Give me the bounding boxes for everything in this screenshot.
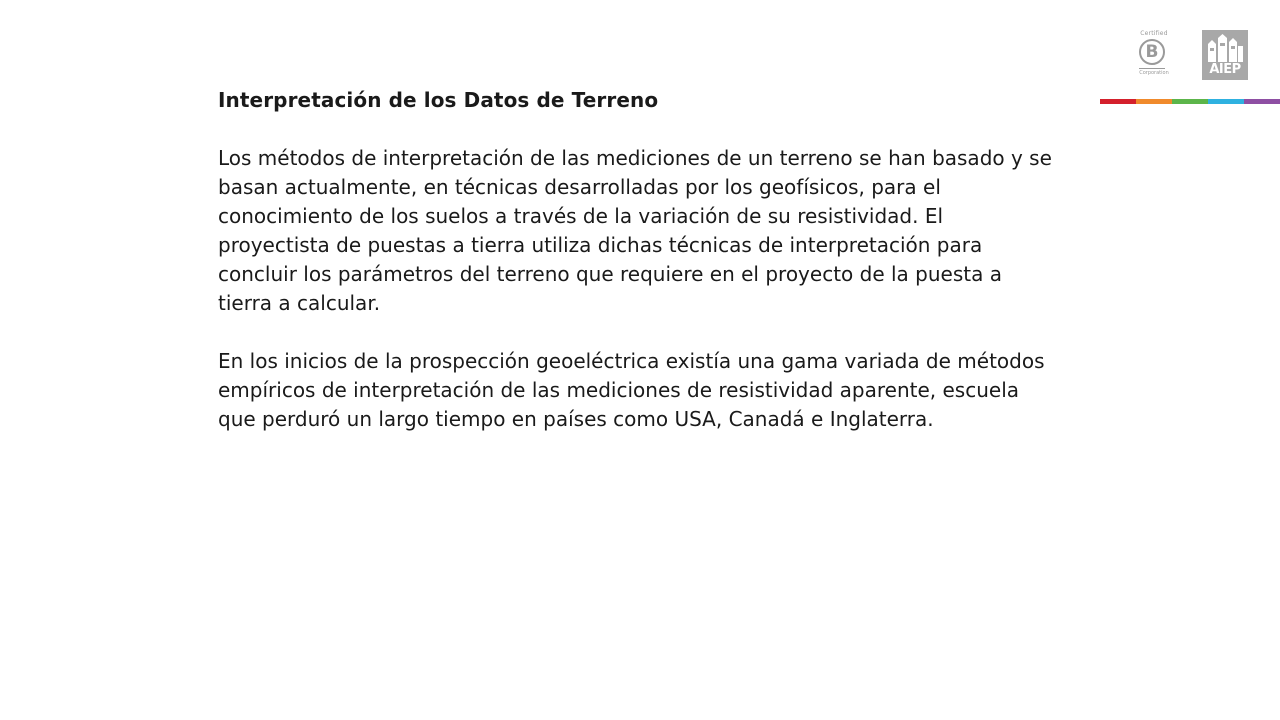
b-corp-letter: B bbox=[1145, 42, 1159, 62]
b-corp-divider bbox=[1139, 68, 1165, 69]
slide-title: Interpretación de los Datos de Terreno bbox=[218, 88, 659, 112]
stripe-segment-purple bbox=[1244, 99, 1280, 104]
b-corp-certified-text: Certified bbox=[1140, 30, 1168, 37]
stripe-segment-orange bbox=[1136, 99, 1172, 104]
stripe-segment-green bbox=[1172, 99, 1208, 104]
aiep-logo-text: AIEP bbox=[1209, 62, 1241, 77]
slide-content bbox=[218, 86, 1058, 463]
aiep-logo bbox=[1202, 30, 1248, 80]
color-stripe bbox=[1100, 99, 1280, 104]
b-corp-corporation-text: Corporation bbox=[1139, 70, 1169, 76]
paragraph-2: En los inicios de la prospección geoeléctrica existía una gama variada de métodos empíricos de interpretación de las mediciones de resistividad aparente, escuela que perduró un largo tiempo en países como USA, Canadá e Inglaterra. bbox=[218, 349, 1045, 431]
stripe-segment-red bbox=[1100, 99, 1136, 104]
stripe-segment-blue bbox=[1208, 99, 1244, 104]
paragraph-1: Los métodos de interpretación de las mediciones de un terreno se han basado y se basan actualmente, en técnicas desarrolladas por los geofísicos, para el conocimiento de los suelos a través de la variación de su resistividad. El proyectista de puestas a tierra utiliza dichas técnicas de interpretación para concluir los parámetros del terreno que requiere en el proyecto de la puesta a tierra a calcular. bbox=[218, 146, 1052, 315]
b-corp-badge bbox=[1134, 30, 1174, 80]
